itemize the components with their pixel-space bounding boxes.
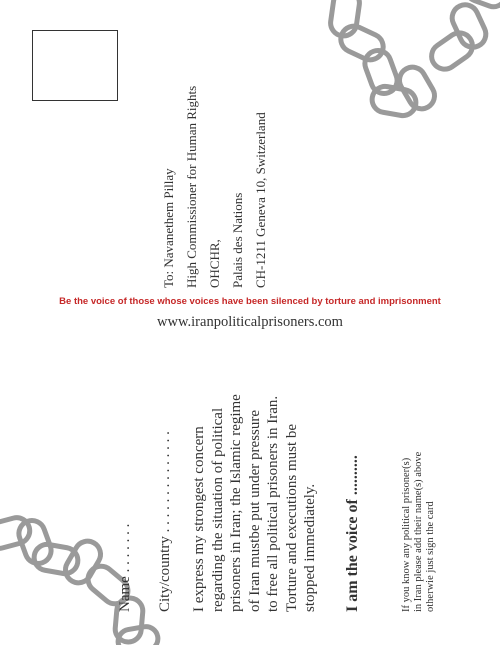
- message-line: stopped immediately.: [302, 483, 318, 612]
- message-line: I express my strongest concern: [191, 426, 207, 612]
- recipient-line: To: Navanethem Pillay: [161, 168, 176, 288]
- message-line: of Iran mustbe put under pressure: [246, 409, 263, 612]
- recipient-line: Palais des Nations: [230, 192, 245, 288]
- city-country-field[interactable]: City/country . . . . . . . . . . . . . .: [157, 431, 173, 612]
- recipient-line: OHCHR,: [207, 239, 222, 288]
- chain-link-icon: [337, 22, 388, 64]
- message-text: [190, 394, 320, 612]
- message-line: regarding the situation of political: [209, 407, 226, 612]
- instructions: [401, 452, 437, 612]
- voice-field[interactable]: I am the voice of ..........: [344, 455, 361, 612]
- message-line: Torture and executions must be: [283, 423, 300, 612]
- chain-link-icon: [427, 28, 478, 75]
- website-link[interactable]: www.iranpoliticalprisoners.com: [157, 314, 343, 330]
- recipient-line: CH-1211 Geneva 10, Switzerland: [253, 112, 268, 288]
- slogan: Be the voice of those whose voices have been silenced by torture and imprisonment: [59, 296, 441, 307]
- chain-link-icon: [395, 62, 440, 113]
- recipient-line: High Commissioner for Human Rights: [184, 85, 199, 288]
- recipient-address: [157, 86, 272, 288]
- message-line: to free all political prisoners in Iran.: [265, 395, 281, 612]
- stamp-box: [32, 30, 118, 101]
- instruction-line: in Iran please add their name(s) above: [413, 451, 424, 612]
- chain-link-icon: [32, 542, 80, 575]
- chain-link-icon: [61, 536, 106, 587]
- message-line: prisoners in Iran; the Islamic regime: [228, 394, 244, 612]
- chain-link-icon: [448, 1, 490, 52]
- name-field[interactable]: Name . . . . . . .: [117, 523, 133, 612]
- instruction-line: If you know any political prisoner(s): [401, 457, 412, 612]
- instruction-line: otherwie just sign the card: [425, 501, 436, 612]
